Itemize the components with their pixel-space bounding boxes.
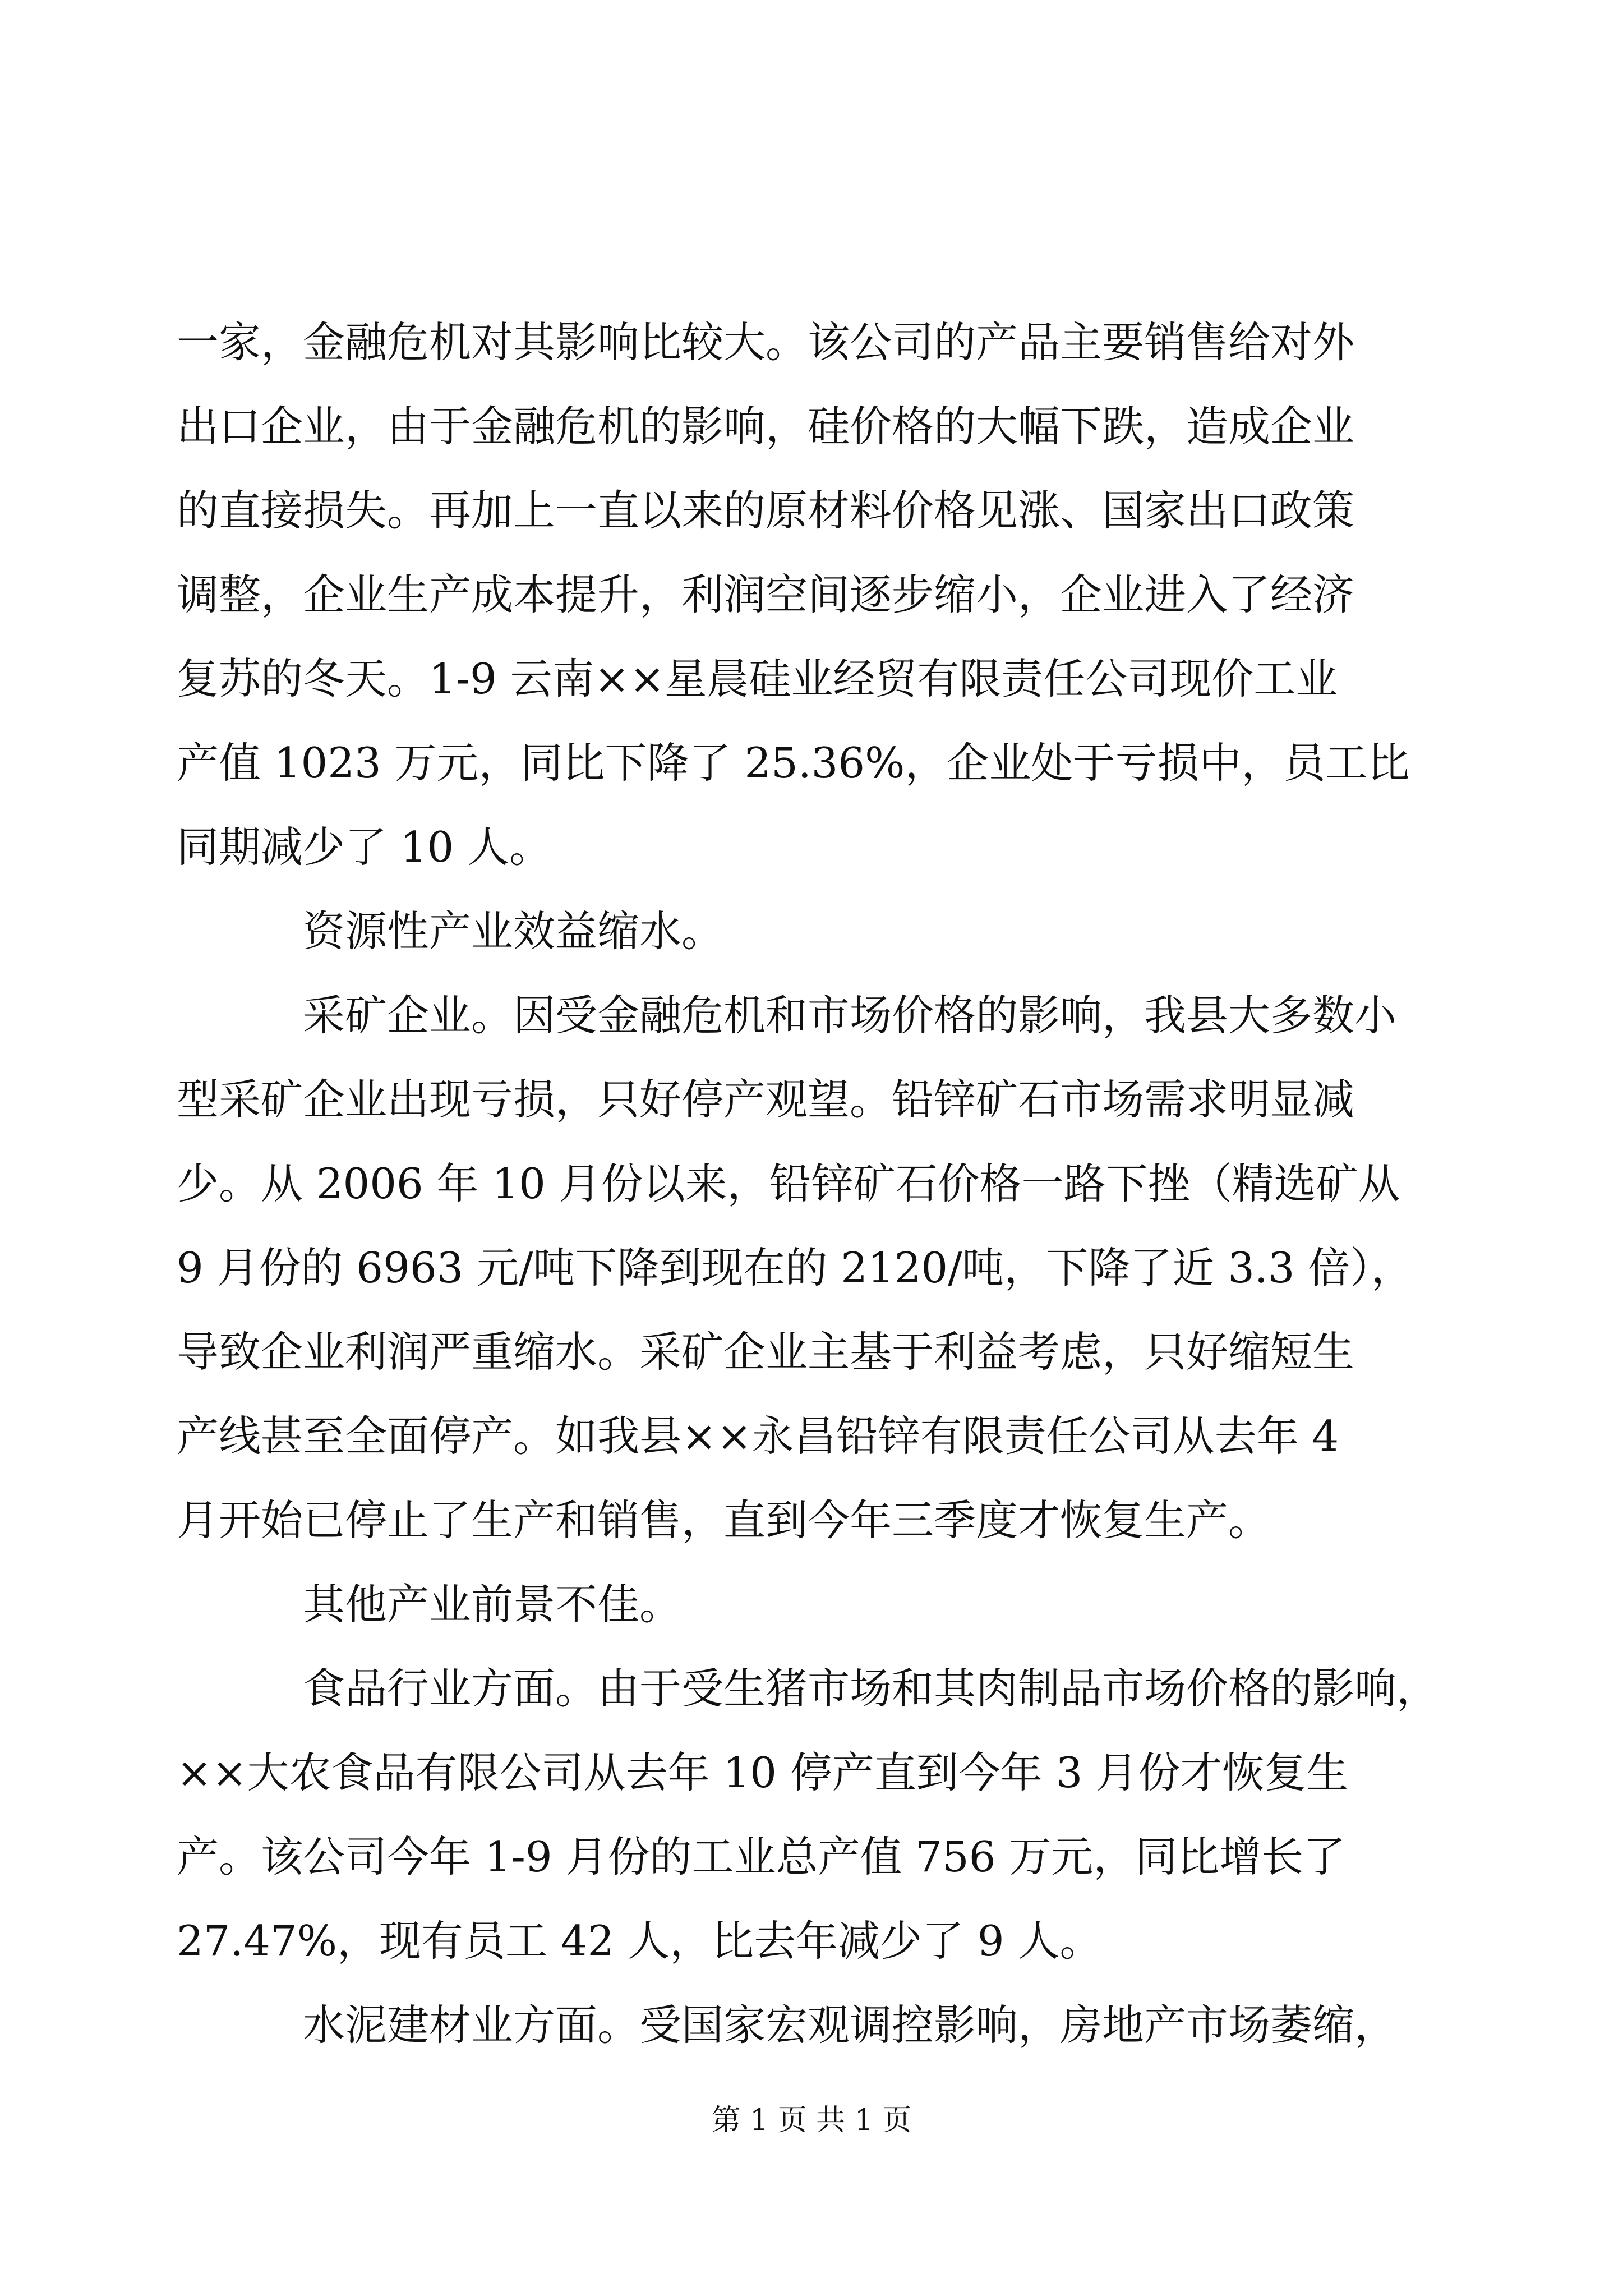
paragraph-first-line: 采矿企业。因受金融危机和市场价格的影响，我县大多数小	[303, 991, 1397, 1040]
text-line: 月开始已停止了生产和销售，直到今年三季度才恢复生产。	[177, 1496, 1271, 1545]
section-heading: 资源性产业效益缩水。	[303, 907, 724, 956]
text-line: 复苏的冬天。1-9 云南××星晨硅业经贸有限责任公司现价工业	[177, 654, 1338, 703]
text-line: 导致企业利润严重缩水。采矿企业主基于利益考虑，只好缩短生	[177, 1327, 1355, 1377]
text-line: ××大农食品有限公司从去年 10 停产直到今年 3 月份才恢复生	[177, 1748, 1349, 1797]
text-line: 少。从 2006 年 10 月份以来，铅锌矿石价格一路下挫（精选矿从	[177, 1159, 1400, 1208]
text-line: 9 月份的 6963 元/吨下降到现在的 2120/吨，下降了近 3.3 倍），	[177, 1243, 1413, 1292]
page-footer: 第 1 页 共 1 页	[711, 2104, 912, 2137]
text-line: 调整，企业生产成本提升，利润空间逐步缩小，企业进入了经济	[177, 570, 1355, 619]
text-line: 的直接损失。再加上一直以来的原材料价格见涨、国家出口政策	[177, 486, 1355, 535]
text-line: 产值 1023 万元，同比下降了 25.36%，企业处于亏损中，员工比	[177, 738, 1410, 788]
text-line: 型采矿企业出现亏损，只好停产观望。铅锌矿石市场需求明显减	[177, 1075, 1355, 1124]
section-heading: 其他产业前景不佳。	[303, 1580, 682, 1629]
text-line: 一家，金融危机对其影响比较大。该公司的产品主要销售给对外	[177, 318, 1355, 367]
text-line: 产线甚至全面停产。如我县××永昌铅锌有限责任公司从去年 4	[177, 1411, 1339, 1461]
text-line: 同期减少了 10 人。	[177, 822, 552, 872]
text-line: 出口企业，由于金融危机的影响，硅价格的大幅下跌，造成企业	[177, 402, 1355, 451]
text-line: 27.47%，现有员工 42 人，比去年减少了 9 人。	[177, 1916, 1102, 1966]
text-line: 产。该公司今年 1-9 月份的工业总产值 756 万元，同比增长了	[177, 1832, 1346, 1881]
body-text	[177, 300, 1461, 2067]
paragraph-first-line: 食品行业方面。由于受生猪市场和其肉制品市场价格的影响，	[303, 1664, 1439, 1713]
paragraph-first-line: 水泥建材业方面。受国家宏观调控影响，房地产市场萎缩，	[303, 2000, 1397, 2050]
